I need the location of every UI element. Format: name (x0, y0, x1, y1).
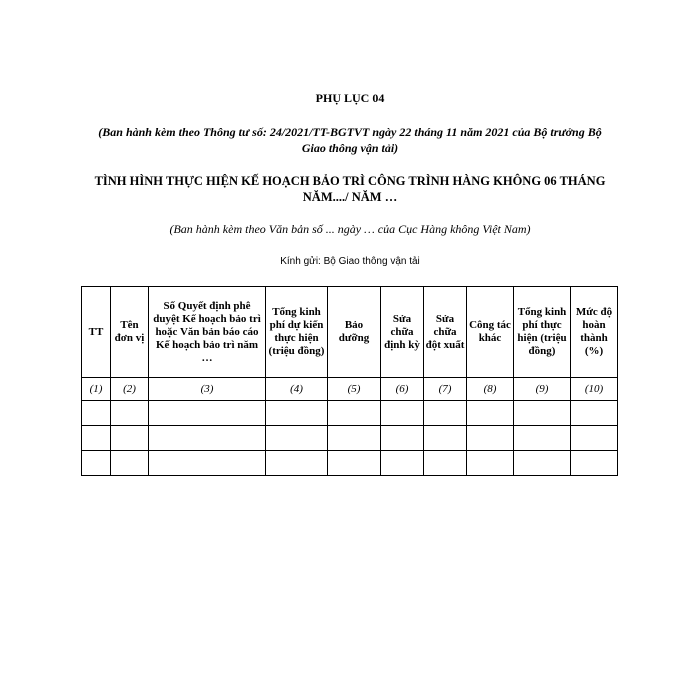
column-number-row (82, 378, 618, 401)
column-number: (4) (266, 378, 328, 401)
table-cell (424, 401, 467, 426)
header-other-work: Công tác khác (467, 287, 514, 378)
table-cell (328, 426, 381, 451)
table-cell (111, 451, 149, 476)
column-number: (10) (571, 378, 618, 401)
header-decision-number: Số Quyết định phê duyệt Kế hoạch bảo trì hoặc Văn bản báo cáo Kế hoạch bảo trì năm … (149, 287, 266, 378)
header-unit-name: Tên đơn vị (111, 287, 149, 378)
issued-by-note: (Ban hành kèm theo Thông tư số: 24/2021/TT-BGTVT ngày 22 tháng 11 năm 2021 của Bộ trưởng Bộ Giao thông vận tải) (98, 125, 602, 155)
column-number: (5) (328, 378, 381, 401)
table-cell (514, 426, 571, 451)
table-row (82, 426, 618, 451)
table-cell (82, 426, 111, 451)
table-cell (111, 401, 149, 426)
table-row (82, 401, 618, 426)
column-number: (2) (111, 378, 149, 401)
header-maintenance: Bảo dưỡng (328, 287, 381, 378)
table-cell (571, 426, 618, 451)
table-cell (266, 401, 328, 426)
table-cell (514, 451, 571, 476)
header-emergency-repair: Sửa chữa đột xuất (424, 287, 467, 378)
table-cell (266, 426, 328, 451)
table-cell (82, 451, 111, 476)
header-periodic-repair: Sửa chữa định kỳ (381, 287, 424, 378)
header-estimated-cost: Tổng kinh phí dự kiến thực hiện (triệu đồng) (266, 287, 328, 378)
table-cell (82, 401, 111, 426)
column-number: (3) (149, 378, 266, 401)
header-tt: TT (82, 287, 111, 378)
column-number: (7) (424, 378, 467, 401)
table-cell (381, 426, 424, 451)
header-total-cost: Tổng kinh phí thực hiện (triệu đồng) (514, 287, 571, 378)
header-completion-level: Mức độ hoàn thành (%) (571, 287, 618, 378)
table-cell (266, 451, 328, 476)
header-row (82, 287, 618, 378)
appendix-title: PHỤ LỤC 04 (315, 91, 385, 105)
table-cell (571, 401, 618, 426)
table-cell (381, 401, 424, 426)
table-cell (467, 426, 514, 451)
table-cell (149, 401, 266, 426)
table-cell (467, 451, 514, 476)
table-cell (381, 451, 424, 476)
table-row (82, 451, 618, 476)
table-cell (111, 426, 149, 451)
column-number: (6) (381, 378, 424, 401)
recipient-line: Kính gửi: Bộ Giao thông vận tải (280, 256, 420, 267)
issued-by-document-note: (Ban hành kèm theo Văn bản số ... ngày … của Cục Hàng không Việt Nam) (169, 222, 531, 236)
table-cell (424, 451, 467, 476)
table-cell (424, 426, 467, 451)
table-cell (514, 401, 571, 426)
report-title: TÌNH HÌNH THỰC HIỆN KẾ HOẠCH BẢO TRÌ CÔNG TRÌNH HÀNG KHÔNG 06 THÁNG NĂM..../ NĂM … (94, 174, 606, 204)
table-cell (571, 451, 618, 476)
table-cell (149, 451, 266, 476)
column-number: (9) (514, 378, 571, 401)
column-number: (8) (467, 378, 514, 401)
maintenance-report-table (81, 286, 618, 476)
table-cell (328, 401, 381, 426)
table-cell (467, 401, 514, 426)
table-cell (149, 426, 266, 451)
column-number: (1) (82, 378, 111, 401)
table-cell (328, 451, 381, 476)
